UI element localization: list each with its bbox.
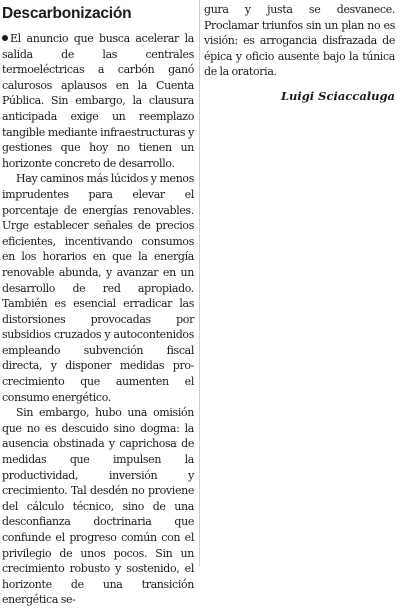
- paragraph-3: Sin embargo, hubo una omisión que no es descuido sino dogma: la ausencia obstinada y caprichosa de medidas que impulsen la productividad, inversión y crecimiento. Tal desdén no proviene del cálculo técnico, sino de una desconfianza doctrinaria que confunde el progreso común con el privilegio de unos pocos. Sin un crecimiento robusto y sostenido, el horizonte de una transición energética se-: [2, 406, 194, 607]
- paragraph-1-text: El anuncio que busca acelerar la salida de las centrales termoeléctricas a carbón ganó calurosos aplausos en la Cuenta Pública. Sin embargo, la clausura anticipada exige un reemplazo tangible mediante infraestructuras y gestiones que hoy no tienen un horizonte concreto de desarrollo.: [2, 32, 194, 170]
- right-column: [204, 2, 395, 104]
- left-column: [2, 4, 194, 608]
- author-signature: Luigi Sciaccaluga: [280, 88, 395, 103]
- paragraph-2: Hay caminos más lúcidos y menos imprudentes para elevar el porcentaje de energías renovables. Urge establecer señales de precios eficientes, incentivando consumos en los horarios en que la energía renovable abunda, y avanzar en un desarrollo de red apropiado. También es esencial erradicar las distorsiones provocadas por subsidios cruzados y autocontenidos empleando subvención fiscal directa, y disponer medidas pro-crecimiento que aumenten el consumo energético.: [2, 172, 194, 404]
- bullet-icon: [2, 35, 8, 41]
- paragraph-4: gura y justa se desvanece. Proclamar triunfos sin un plan no es visión: es arrogancia disfrazada de épica y oficio ausente bajo la túnica de la oratoria.: [204, 3, 395, 79]
- paragraph-1: [2, 31, 194, 171]
- column-divider: [199, 0, 200, 567]
- article-title: Descarbonización: [2, 5, 132, 22]
